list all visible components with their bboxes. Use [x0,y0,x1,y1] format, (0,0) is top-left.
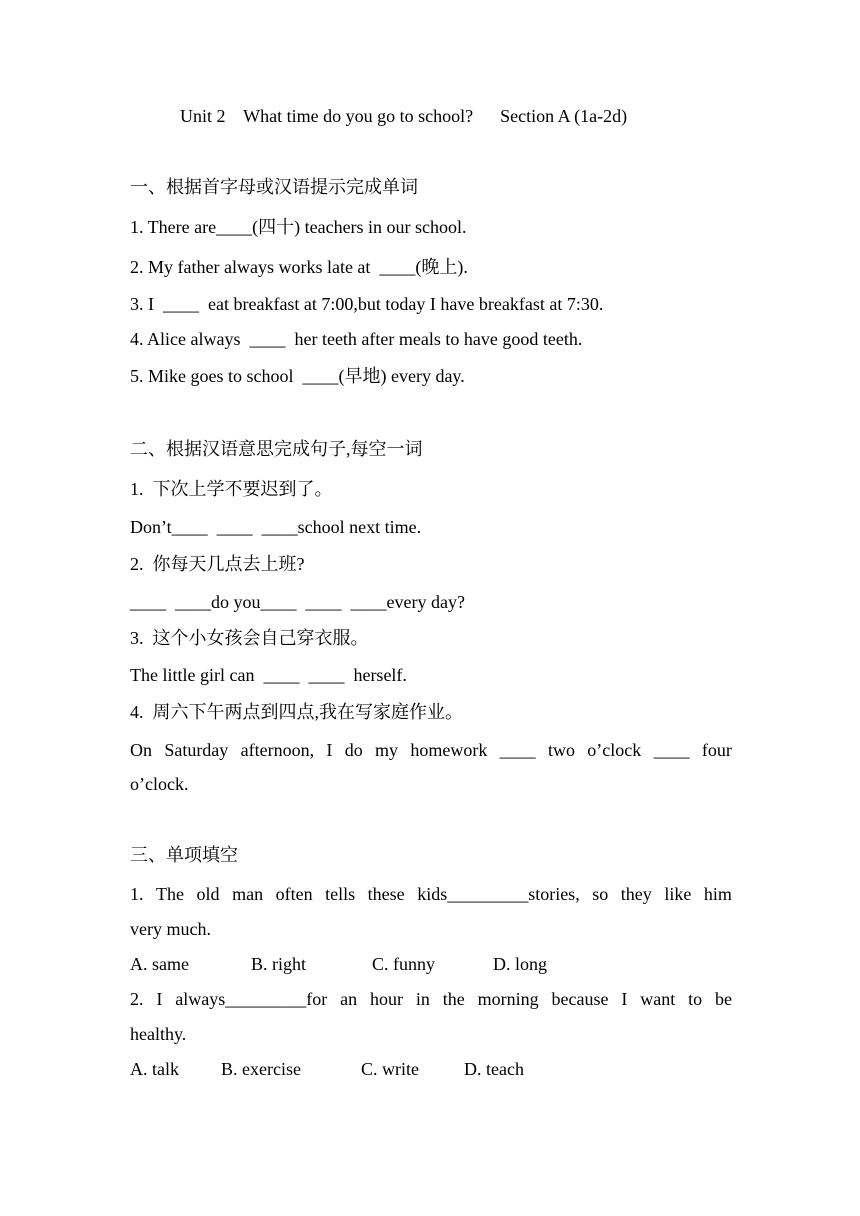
word: do [344,740,363,760]
word: want [640,989,676,1009]
section1-item-4: 4. Alice always ____ her teeth after meals to have good teeth. [130,329,583,349]
word: like [664,884,692,904]
section2-q2-chinese: 2. 你每天几点去上班? [130,554,305,574]
word: always_________for [175,989,328,1009]
section2-q4-english [130,738,732,762]
section3-q1-options [130,952,547,976]
word: homework [410,740,488,760]
section3-q2-stem-continued: healthy. [130,1024,187,1044]
option-b: B. right [251,954,307,974]
word: On [130,740,152,760]
section2-q2-english: ____ ____do you____ ____ ____every day? [130,592,465,612]
blank: ____ [499,740,536,760]
word: Saturday [164,740,229,760]
word: these [367,884,405,904]
word: my [375,740,399,760]
word: they [620,884,652,904]
word: be [714,989,732,1009]
section1-item-3: 3. I ____ eat breakfast at 7:00,but today I have breakfast at 7:30. [130,294,604,314]
word: often [275,884,313,904]
option-c: C. funny [372,954,435,974]
section2-q3-chinese: 3. 这个小女孩会自己穿衣服。 [130,628,369,648]
section2-q4-chinese: 4. 周六下午两点到四点,我在写家庭作业。 [130,702,463,722]
option-a: A. talk [130,1059,179,1079]
word: man [232,884,264,904]
word: I [156,989,163,1009]
option-d: D. teach [464,1059,524,1079]
section2-q4-english-continued: o’clock. [130,774,189,794]
word: him [703,884,732,904]
option-a: A. same [130,954,189,974]
section2-q1-chinese: 1. 下次上学不要迟到了。 [130,479,333,499]
section3-q2-options [130,1057,524,1081]
section3-heading: 三、单项填空 [130,845,238,865]
section1-item-1: 1. There are____(四十) teachers in our school. [130,217,467,237]
word: tells [325,884,356,904]
word: old [196,884,220,904]
section2-heading: 二、根据汉语意思完成句子,每空一词 [130,439,423,459]
word: o’clock [587,740,642,760]
word: four [701,740,732,760]
section3-q1-stem-continued: very much. [130,919,211,939]
blank: ____ [653,740,690,760]
option-b: B. exercise [221,1059,301,1079]
word: I [621,989,628,1009]
section3-q2-stem [130,987,732,1011]
word: 2. [130,989,144,1009]
word: morning [477,989,539,1009]
section3-q1-stem [130,882,732,906]
option-d: D. long [493,954,547,974]
word: hour [369,989,403,1009]
word: to [688,989,703,1009]
word: the [442,989,465,1009]
section1-item-5: 5. Mike goes to school ____(早地) every day. [130,366,465,386]
word: kids_________stories, [417,884,580,904]
word: afternoon, [240,740,315,760]
section2-q3-english: The little girl can ____ ____ herself. [130,665,407,685]
word: The [156,884,185,904]
section1-item-2: 2. My father always works late at ____(晚上). [130,257,468,277]
page-title: Unit 2 What time do you go to school? Section A (1a-2d) [180,106,628,126]
word: two [547,740,575,760]
word: an [340,989,358,1009]
word: I [326,740,333,760]
word: in [415,989,430,1009]
word: so [592,884,609,904]
section1-heading: 一、根据首字母或汉语提示完成单词 [130,177,418,197]
word: because [551,989,609,1009]
word: 1. [130,884,144,904]
option-c: C. write [361,1059,419,1079]
section2-q1-english: Don’t____ ____ ____school next time. [130,517,422,537]
